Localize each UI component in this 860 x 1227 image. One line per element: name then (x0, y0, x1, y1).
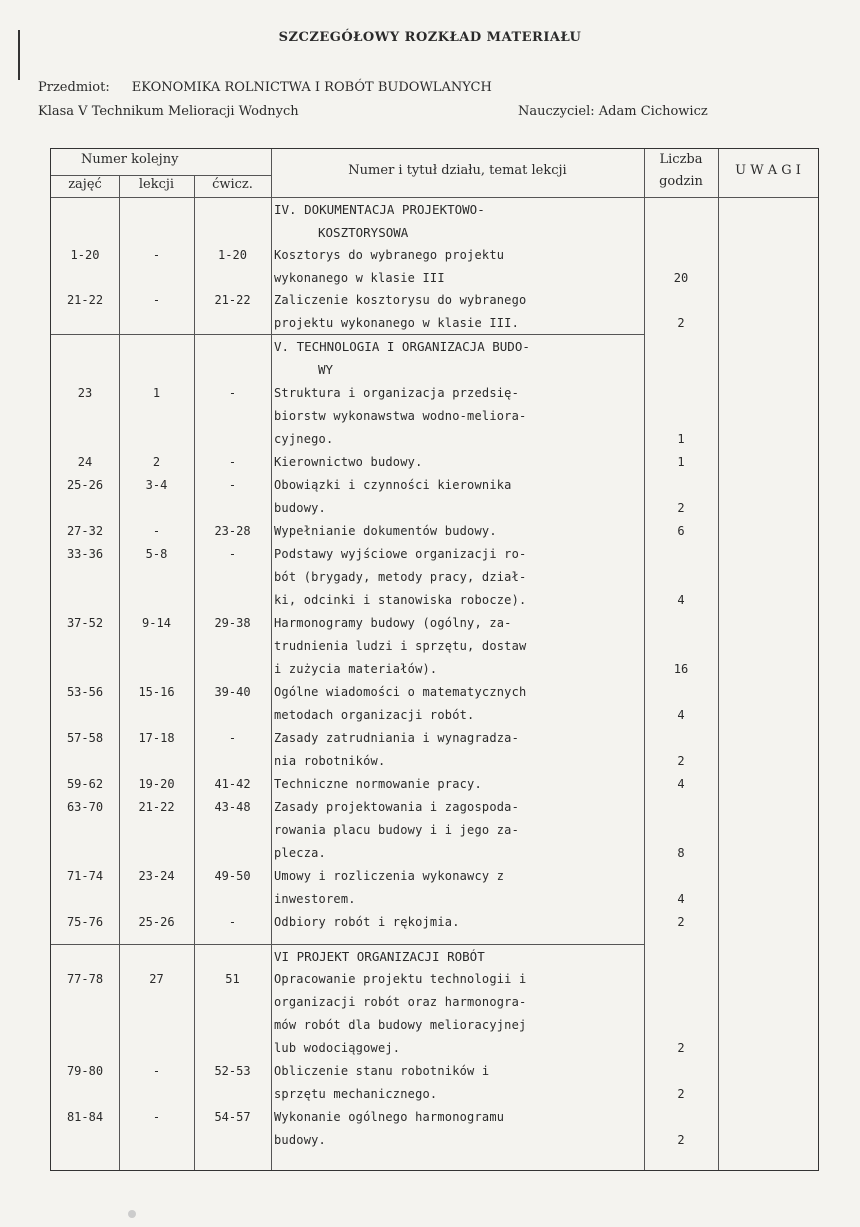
cell-godzin: 4 (677, 777, 685, 791)
cell-lekcji: 3-4 (145, 478, 168, 492)
col-divider (119, 175, 120, 1170)
cell-topic (274, 244, 644, 290)
cell-lekcji: 19-20 (138, 777, 175, 791)
topic-line: biorstw wykonawstwa wodno-meliora- (274, 409, 527, 423)
topic-line: Obowiązki i czynności kierownika (274, 478, 512, 492)
cell-cwicz: 49-50 (214, 869, 251, 883)
class-line (38, 104, 818, 119)
cell-cwicz: 21-22 (214, 293, 251, 307)
topic-line: Zaliczenie kosztorysu do wybranego (274, 293, 527, 307)
header-numer-kolejny: Numer kolejny (81, 152, 179, 167)
cell-cwicz: 29-38 (214, 616, 251, 630)
cell-topic (274, 968, 644, 1060)
cell-cwicz: 23-28 (214, 524, 251, 538)
cell-godzin: 16 (673, 662, 689, 676)
topic-line: trudnienia ludzi i sprzętu, dostaw (274, 639, 527, 653)
cell-zajec: 53-56 (66, 685, 104, 699)
cell-cwicz: 43-48 (214, 800, 251, 814)
cell-godzin: 6 (677, 524, 685, 538)
topic-line: Struktura i organizacja przedsię- (274, 386, 520, 400)
cell-zajec: 25-26 (66, 478, 104, 492)
cell-topic (274, 382, 644, 451)
cell-cwicz: - (228, 478, 237, 492)
class-value: Klasa V Technikum Melioracji Wodnych (38, 104, 299, 119)
header-zajec: zajęć (68, 177, 102, 192)
cell-topic (274, 543, 644, 612)
header-topic: Numer i tytuł działu, temat lekcji (348, 163, 567, 178)
cell-godzin: 4 (677, 708, 685, 722)
cell-godzin: 20 (673, 271, 689, 285)
cell-cwicz: 39-40 (214, 685, 251, 699)
cell-lekcji: 2 (152, 455, 161, 469)
topic-line: plecza. (274, 846, 326, 860)
cell-lekcji: 17-18 (138, 731, 175, 745)
cell-topic (274, 773, 644, 796)
cell-cwicz: - (228, 915, 237, 929)
topic-line: i zużycia materiałów). (274, 662, 438, 676)
topic-line: Techniczne normowanie pracy. (274, 777, 482, 791)
cell-topic (274, 1060, 644, 1106)
header-cwicz: ćwicz. (212, 177, 253, 192)
topic-line: nia robotników. (274, 754, 386, 768)
topic-line: Umowy i rozliczenia wykonawcy z (274, 869, 505, 883)
cell-topic (274, 865, 644, 911)
cell-zajec: 75-76 (66, 915, 104, 929)
cell-godzin: 2 (677, 754, 685, 768)
section-title-line: IV. DOKUMENTACJA PROJEKTOWO- (274, 202, 485, 217)
section-title-line: KOSZTORYSOWA (318, 225, 409, 240)
cell-topic (274, 289, 644, 335)
topic-line: projektu wykonanego w klasie III. (274, 316, 520, 330)
header-uwagi: U W A G I (735, 163, 801, 178)
cell-lekcji: - (152, 1110, 161, 1124)
cell-zajec: 33-36 (66, 547, 104, 561)
cell-zajec: 63-70 (66, 800, 104, 814)
col-divider (271, 149, 272, 1170)
cell-lekcji: 21-22 (138, 800, 175, 814)
cell-zajec: 81-84 (66, 1110, 104, 1124)
topic-line: inwestorem. (274, 892, 356, 906)
cell-lekcji: 25-26 (138, 915, 175, 929)
cell-godzin: 1 (677, 432, 685, 446)
cell-topic (274, 796, 644, 865)
cell-topic (274, 451, 644, 474)
topic-line: Ogólne wiadomości o matematycznych (274, 685, 527, 699)
cell-zajec: 71-74 (66, 869, 104, 883)
topic-line: metodach organizacji robót. (274, 708, 475, 722)
topic-line: Harmonogramy budowy (ogólny, za- (274, 616, 512, 630)
cell-zajec: 21-22 (66, 293, 104, 307)
section-title (274, 335, 644, 381)
cell-lekcji: 15-16 (138, 685, 175, 699)
header-godzin: godzin (659, 174, 703, 189)
header-lekcji: lekcji (138, 177, 175, 192)
cell-topic (274, 520, 644, 543)
topic-line: Wykonanie ogólnego harmonogramu (274, 1110, 505, 1124)
topic-line: Zasady projektowania i zagospoda- (274, 800, 520, 814)
cell-lekcji: - (152, 524, 161, 538)
teacher-label: Nauczyciel: (518, 104, 595, 119)
cell-cwicz: - (228, 455, 237, 469)
topic-line: rowania placu budowy i i jego za- (274, 823, 520, 837)
cell-topic (274, 612, 644, 681)
topic-line: mów robót dla budowy melioracyjnej (274, 1018, 527, 1032)
section-title (274, 198, 644, 244)
cell-godzin: 2 (677, 1087, 685, 1101)
cell-godzin: 1 (677, 455, 685, 469)
col-divider (718, 149, 719, 1170)
cell-topic (274, 1106, 644, 1152)
section-title-line: VI PROJEKT ORGANIZACJI ROBÓT (274, 949, 485, 964)
cell-zajec: 24 (77, 455, 93, 469)
topic-line: organizacji robót oraz harmonogra- (274, 995, 527, 1009)
header-liczba: Liczba (659, 152, 703, 167)
syllabus-table (50, 148, 819, 1171)
topic-line: sprzętu mechanicznego. (274, 1087, 438, 1101)
topic-line: ki, odcinki i stanowiska robocze). (274, 593, 527, 607)
section-title-line: WY (318, 362, 334, 377)
subject-line (38, 80, 492, 95)
cell-topic (274, 474, 644, 520)
cell-zajec: 77-78 (66, 972, 104, 986)
cell-zajec: 1-20 (70, 248, 100, 262)
topic-line: Zasady zatrudniania i wynagradza- (274, 731, 520, 745)
cell-lekcji: - (152, 293, 161, 307)
cell-godzin: 2 (677, 1133, 685, 1147)
cell-godzin: 4 (677, 892, 685, 906)
topic-line: Wypełnianie dokumentów budowy. (274, 524, 497, 538)
subject-value: EKONOMIKA ROLNICTWA I ROBÓT BUDOWLANYCH (131, 80, 492, 95)
cell-lekcji: 23-24 (138, 869, 175, 883)
cell-godzin: 2 (677, 915, 685, 929)
cell-lekcji: - (152, 248, 161, 262)
cell-cwicz: - (228, 731, 237, 745)
col-divider (194, 175, 195, 1170)
cell-lekcji: 5-8 (145, 547, 168, 561)
topic-line: Obliczenie stanu robotników i (274, 1064, 490, 1078)
cell-zajec: 59-62 (66, 777, 104, 791)
cell-zajec: 27-32 (66, 524, 104, 538)
cell-cwicz: 41-42 (214, 777, 251, 791)
document-title: SZCZEGÓŁOWY ROZKŁAD MATERIAŁU (278, 30, 582, 45)
cell-topic (274, 911, 644, 934)
topic-line: budowy. (274, 501, 326, 515)
cell-cwicz: 1-20 (218, 248, 247, 262)
topic-line: cyjnego. (274, 432, 334, 446)
cell-cwicz: - (228, 547, 237, 561)
cell-lekcji: - (152, 1064, 161, 1078)
section-title (274, 945, 644, 968)
topic-line: lub wodociągowej. (274, 1041, 401, 1055)
section-title-line: V. TECHNOLOGIA I ORGANIZACJA BUDO- (274, 339, 530, 354)
cell-godzin: 2 (677, 501, 685, 515)
cell-lekcji: 27 (149, 972, 164, 986)
cell-cwicz: 54-57 (214, 1110, 251, 1124)
topic-line: Opracowanie projektu technologii i (274, 972, 527, 986)
cell-topic (274, 681, 644, 727)
cell-godzin: 2 (677, 1041, 685, 1055)
cell-zajec: 57-58 (66, 731, 104, 745)
cell-cwicz: - (228, 386, 237, 400)
cell-zajec: 79-80 (66, 1064, 104, 1078)
cell-godzin: 2 (677, 316, 685, 330)
topic-line: Podstawy wyjściowe organizacji ro- (274, 547, 527, 561)
cell-lekcji: 1 (152, 386, 161, 400)
cell-zajec: 23 (77, 386, 93, 400)
paper-spot (128, 1210, 136, 1218)
topic-line: wykonanego w klasie III (274, 271, 445, 285)
cell-godzin: 4 (677, 593, 685, 607)
topic-line: bót (brygady, metody pracy, dział- (274, 570, 527, 584)
cell-lekcji: 9-14 (142, 616, 171, 630)
topic-line: Odbiory robót i rękojmia. (274, 915, 460, 929)
topic-line: budowy. (274, 1133, 326, 1147)
topic-line: Kosztorys do wybranego projektu (274, 248, 505, 262)
header-subdivider (51, 175, 271, 176)
teacher-value: Adam Cichowicz (598, 104, 708, 119)
cell-topic (274, 727, 644, 773)
teacher-block (518, 104, 708, 119)
cell-cwicz: 51 (225, 972, 240, 986)
cell-zajec: 37-52 (66, 616, 104, 630)
cell-cwicz: 52-53 (214, 1064, 251, 1078)
topic-line: Kierownictwo budowy. (274, 455, 423, 469)
subject-label: Przedmiot: (38, 80, 110, 95)
cell-godzin: 8 (677, 846, 685, 860)
